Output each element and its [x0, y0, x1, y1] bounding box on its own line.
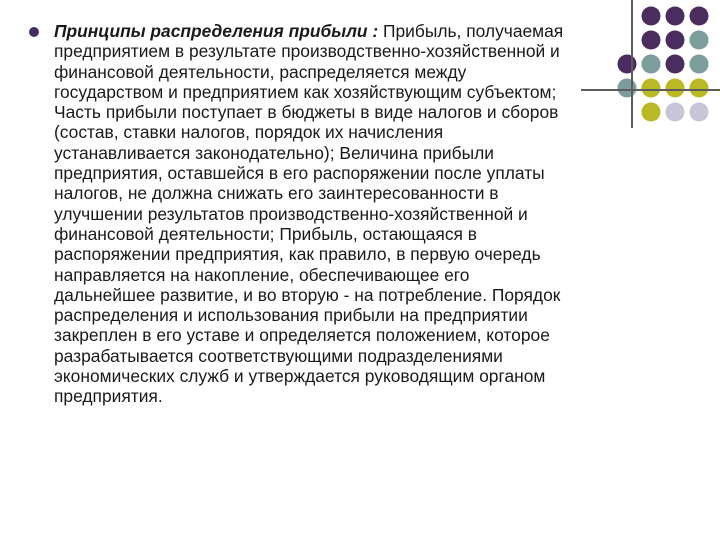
decorative-dot — [690, 7, 709, 26]
text-line: государством и предприятием как хозяйствующим субъектом; — [54, 81, 557, 102]
decorative-dot — [690, 31, 709, 50]
decorative-dot — [690, 79, 709, 98]
text-line: экономических служб и утверждается руководящим органом — [54, 366, 546, 387]
bullet-icon — [29, 27, 39, 37]
text-line: устанавливается законодательно); Величина прибыли — [54, 142, 494, 163]
text-line: налогов, не должна снижать его заинтересованности в — [54, 183, 499, 204]
text-line: Часть прибыли поступает в бюджеты в виде налогов и сборов — [54, 102, 559, 123]
decorative-dot — [690, 103, 709, 122]
text-line: предприятия, оставшейся в его распоряжении после уплаты — [54, 163, 545, 184]
text-line: финансовой деятельности; Прибыль, остающаяся в — [54, 223, 477, 244]
text-line: разрабатывается соответствующими подразделениями — [54, 345, 503, 366]
text-line: распоряжении предприятия, как правило, в первую очередь — [54, 244, 541, 265]
text-line: улучшении результатов производственно-хозяйственной и — [54, 203, 528, 224]
text-line: предприятия. — [54, 386, 163, 407]
text-line: распределения и использования прибыли на предприятии — [54, 305, 528, 326]
text-line: дальнейшее развитие, и во вторую - на потребление. Порядок — [54, 284, 561, 305]
text-line: предприятием в результате производственно-хозяйственной и — [54, 41, 560, 62]
decorative-dot — [690, 55, 709, 74]
text-line: Прибыль, получаемая — [383, 21, 564, 41]
text-line: (состав, ставки налогов, порядок их начисления — [54, 122, 444, 143]
body-text — [54, 21, 680, 407]
text-line: финансовой деятельности, распределяется между — [54, 61, 467, 82]
lead-heading: Принципы распределения прибыли : — [54, 21, 383, 41]
text-line: закреплен в его уставе и определяется положением, которое — [54, 325, 550, 346]
text-line: направляется на накопление, обеспечивающее его — [54, 264, 470, 285]
